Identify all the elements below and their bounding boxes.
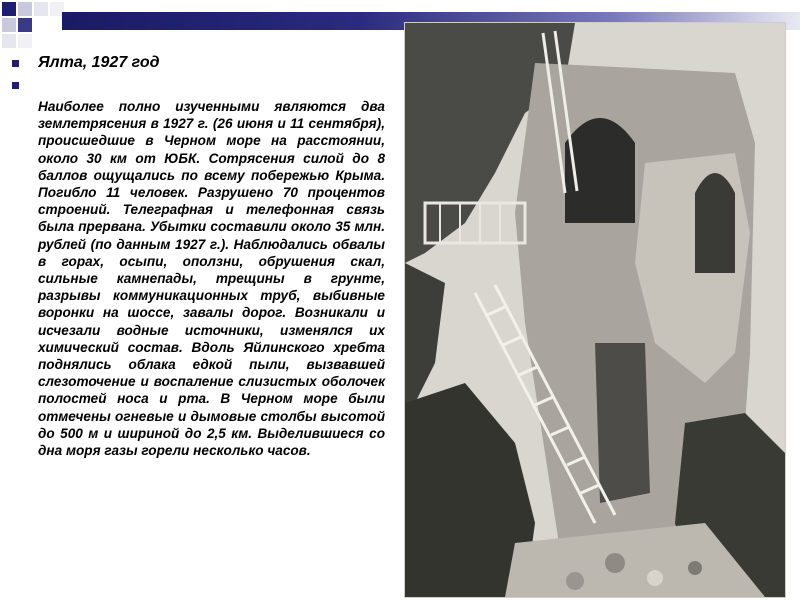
bullet-square-icon: [12, 82, 19, 89]
slide-body-text: Наиболее полно изученными являются два землетрясения в 1927 г. (26 июня и 11 сентября), происшедшие в Черном море на расстоянии, около 30 км от ЮБК. Сотрясения силой до 8 баллов ощущались по всему побережью Крыма. Погибло 11 человек. Разрушено 70 процентов строений. Телеграфная и телефонная связь была прервана. Убытки составили около 35 млн. рублей (по данным 1927 г.). Наблюдались обвалы в горах, осыпи, оползни, обрушения скал, сильные камнепады, трещины в грунте, разрывы коммуникационных труб, выбивные воронки на шоссе, завалы дорог. Возникали и исчезали водные источники, изменялся их химический состав. Вдоль Яйлинского хребта поднялись облака едкой пыли, вызвавшей слезоточение и воспаление слизистых оболочек полостей носа и рта. В Черном море были отмечены огневые и дымовые столбы высотой до 500 м и шириной до 2,5 км. Выделившиеся со дна моря газы горели несколько часов.: [38, 99, 385, 459]
earthquake-ruins-photo: [404, 22, 786, 598]
corner-square: [2, 2, 16, 16]
corner-square: [2, 18, 16, 32]
corner-square: [18, 34, 32, 48]
ruined-building-illustration: [405, 23, 785, 597]
corner-square: [2, 34, 16, 48]
bullet-square-icon: [12, 60, 19, 67]
corner-square: [18, 2, 32, 16]
slide-title: Ялта, 1927 год: [38, 54, 160, 71]
corner-square: [18, 18, 32, 32]
corner-square: [34, 2, 48, 16]
